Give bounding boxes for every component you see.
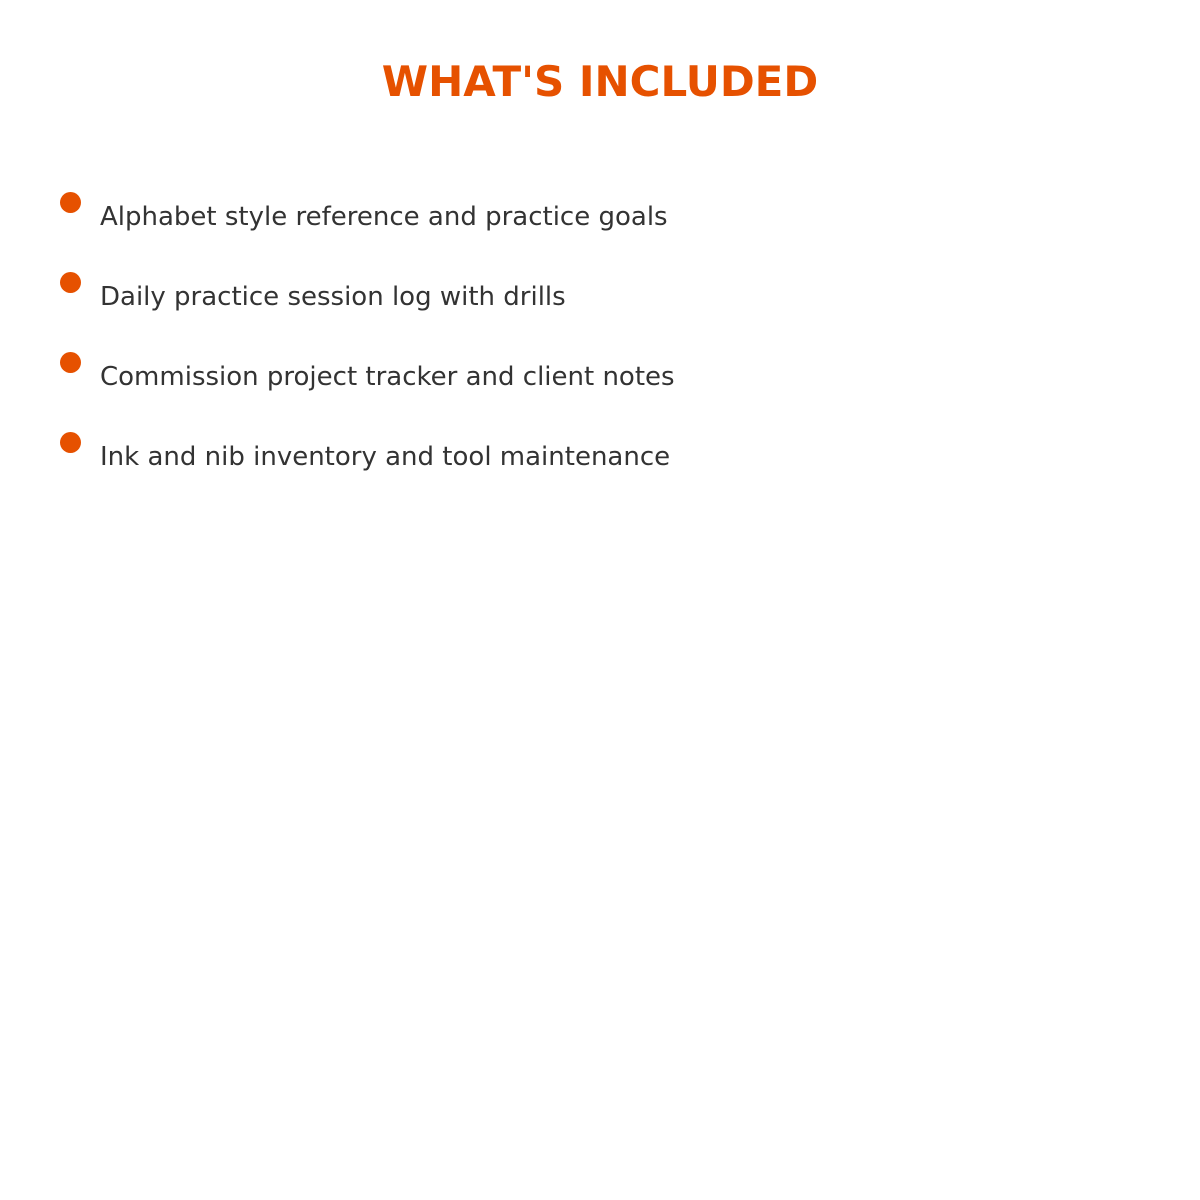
list-item-label: Alphabet style reference and practice goals: [100, 202, 668, 232]
page-title: WHAT'S INCLUDED: [381, 57, 819, 106]
bullet-dot-icon: [60, 432, 81, 453]
list-item-label: Daily practice session log with drills: [100, 282, 566, 312]
list-item-label: Commission project tracker and client notes: [100, 362, 675, 392]
bullet-dot-icon: [60, 352, 81, 373]
bullet-dot-icon: [60, 272, 81, 293]
bullet-dot-icon: [60, 192, 81, 213]
list-item-label: Ink and nib inventory and tool maintenance: [100, 442, 671, 472]
